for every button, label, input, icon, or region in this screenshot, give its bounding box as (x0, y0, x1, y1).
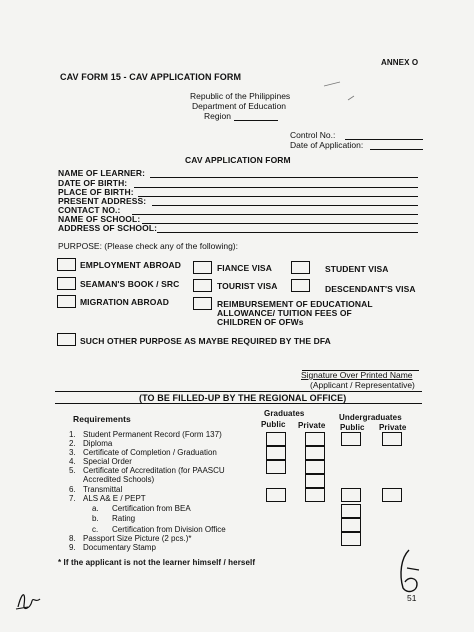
banner-top-rule (55, 391, 422, 392)
requirement-3: 3. Certificate of Completion / Graduation (69, 448, 217, 457)
handwritten-initial-mark (395, 548, 423, 596)
field-address-of-school: ADDRESS OF SCHOOL: (58, 223, 158, 233)
graduates-public-header: Public (261, 420, 286, 429)
purpose-fiance-visa: FIANCE VISA (217, 263, 272, 273)
checkbox-reimbursement[interactable] (193, 297, 212, 310)
requirement-6: 6. Transmittal (69, 485, 123, 494)
requirement-5: 5. Certificate of Accreditation (for PAASCU (69, 466, 225, 475)
field-line-name-of-school[interactable] (142, 223, 418, 224)
signature-label: Signature Over Printed Name (301, 370, 413, 380)
graduates-header: Graduates (264, 409, 305, 418)
field-contact-no: CONTACT NO.: (58, 205, 121, 215)
field-place-of-birth: PLACE OF BIRTH: (58, 187, 134, 197)
handwritten-signature (14, 585, 44, 613)
field-date-of-birth: DATE OF BIRTH: (58, 178, 128, 188)
checkbox-descendants-visa[interactable] (291, 279, 310, 292)
check-grad-public-1[interactable] (266, 432, 286, 446)
field-line-contact-no[interactable] (132, 214, 418, 215)
check-grad-public-2[interactable] (266, 446, 286, 460)
check-grad-private-6[interactable] (305, 488, 325, 502)
purpose-reimbursement-line2: ALLOWANCE/ TUITION FEES OF (217, 308, 352, 318)
checkbox-other-purpose[interactable] (57, 333, 76, 346)
requirement-5-cont: Accredited Schools) (83, 475, 155, 484)
requirement-4: 4. Special Order (69, 457, 132, 466)
requirement-1: 1. Student Permanent Record (Form 137) (69, 430, 222, 439)
check-undergrad-private-1[interactable] (382, 432, 402, 446)
requirement-8: 8. Passport Size Picture (2 pcs.)* (69, 534, 192, 543)
check-grad-private-5[interactable] (305, 474, 325, 488)
purpose-descendants-visa: DESCENDANT'S VISA (325, 284, 416, 294)
checkbox-employment-abroad[interactable] (57, 258, 76, 271)
footnote: * If the applicant is not the learner himself / herself (58, 558, 256, 567)
checkbox-tourist-visa[interactable] (193, 279, 212, 292)
check-grad-private-1[interactable] (305, 432, 325, 446)
control-no-label: Control No.: (290, 130, 336, 140)
regional-office-banner: (TO BE FILLED-UP BY THE REGIONAL OFFICE) (139, 393, 347, 403)
banner-bottom-rule (55, 403, 422, 404)
check-grad-private-3[interactable] (305, 460, 325, 474)
check-undergrad-public-7b[interactable] (341, 518, 361, 532)
field-line-name-of-learner[interactable] (150, 177, 418, 178)
requirements-header: Requirements (73, 414, 131, 424)
checkbox-student-visa[interactable] (291, 261, 310, 274)
check-grad-public-3[interactable] (266, 460, 286, 474)
purpose-reimbursement-line1: REIMBURSEMENT OF EDUCATIONAL (217, 299, 373, 309)
check-undergrad-public-1[interactable] (341, 432, 361, 446)
checkbox-seamans-book[interactable] (57, 277, 76, 290)
purpose-migration-abroad: MIGRATION ABROAD (80, 297, 169, 307)
header-deped: Department of Education (192, 101, 287, 111)
form-title: CAV APPLICATION FORM (185, 155, 291, 165)
stray-pen-mark (320, 76, 360, 106)
header-republic: Republic of the Philippines (190, 91, 291, 101)
annex-label: ANNEX O (381, 58, 419, 67)
requirement-9: 9. Documentary Stamp (69, 543, 156, 552)
requirement-7a: a. Certification from BEA (92, 504, 191, 513)
header-region: Region (204, 111, 231, 121)
requirement-7c: c. Certification from Division Office (92, 525, 226, 534)
check-grad-private-2[interactable] (305, 446, 325, 460)
signature-sublabel: (Applicant / Representative) (310, 380, 415, 390)
purpose-employment-abroad: EMPLOYMENT ABROAD (80, 260, 182, 270)
requirement-2: 2. Diploma (69, 439, 113, 448)
undergraduates-header: Undergraduates (339, 413, 402, 422)
graduates-private-header: Private (298, 421, 326, 430)
check-undergrad-public-6[interactable] (341, 488, 361, 502)
form-code: CAV FORM 15 - CAV APPLICATION FORM (60, 72, 242, 82)
field-line-place-of-birth[interactable] (138, 196, 418, 197)
undergraduates-private-header: Private (379, 423, 407, 432)
field-line-date-of-birth[interactable] (134, 187, 418, 188)
check-grad-public-6[interactable] (266, 488, 286, 502)
date-of-application-label: Date of Application: (290, 140, 364, 150)
checkbox-migration-abroad[interactable] (57, 295, 76, 308)
purpose-reimbursement-line3: CHILDREN OF OFWs (217, 317, 304, 327)
page-number: 51 (407, 593, 417, 603)
purpose-tourist-visa: TOURIST VISA (217, 281, 278, 291)
field-line-present-address[interactable] (152, 205, 418, 206)
region-line[interactable] (234, 120, 278, 121)
check-undergrad-public-7a[interactable] (341, 504, 361, 518)
field-present-address: PRESENT ADDRESS: (58, 196, 147, 206)
purpose-seamans-book: SEAMAN'S BOOK / SRC (80, 279, 180, 289)
purpose-other: SUCH OTHER PURPOSE AS MAYBE REQUIRED BY THE DFA (80, 336, 331, 346)
field-name-of-school: NAME OF SCHOOL: (58, 214, 141, 224)
checkbox-fiance-visa[interactable] (193, 261, 212, 274)
requirement-7: 7. ALS A& E / PEPT (69, 494, 146, 503)
field-name-of-learner: NAME OF LEARNER: (58, 168, 146, 178)
purpose-student-visa: STUDENT VISA (325, 264, 389, 274)
check-undergrad-public-7c[interactable] (341, 532, 361, 546)
undergraduates-public-header: Public (340, 423, 365, 432)
date-of-application-line[interactable] (370, 149, 423, 150)
requirement-7b: b. Rating (92, 514, 136, 523)
check-undergrad-private-6[interactable] (382, 488, 402, 502)
purpose-label: PURPOSE: (Please check any of the following): (58, 241, 238, 251)
field-line-address-of-school[interactable] (157, 232, 418, 233)
